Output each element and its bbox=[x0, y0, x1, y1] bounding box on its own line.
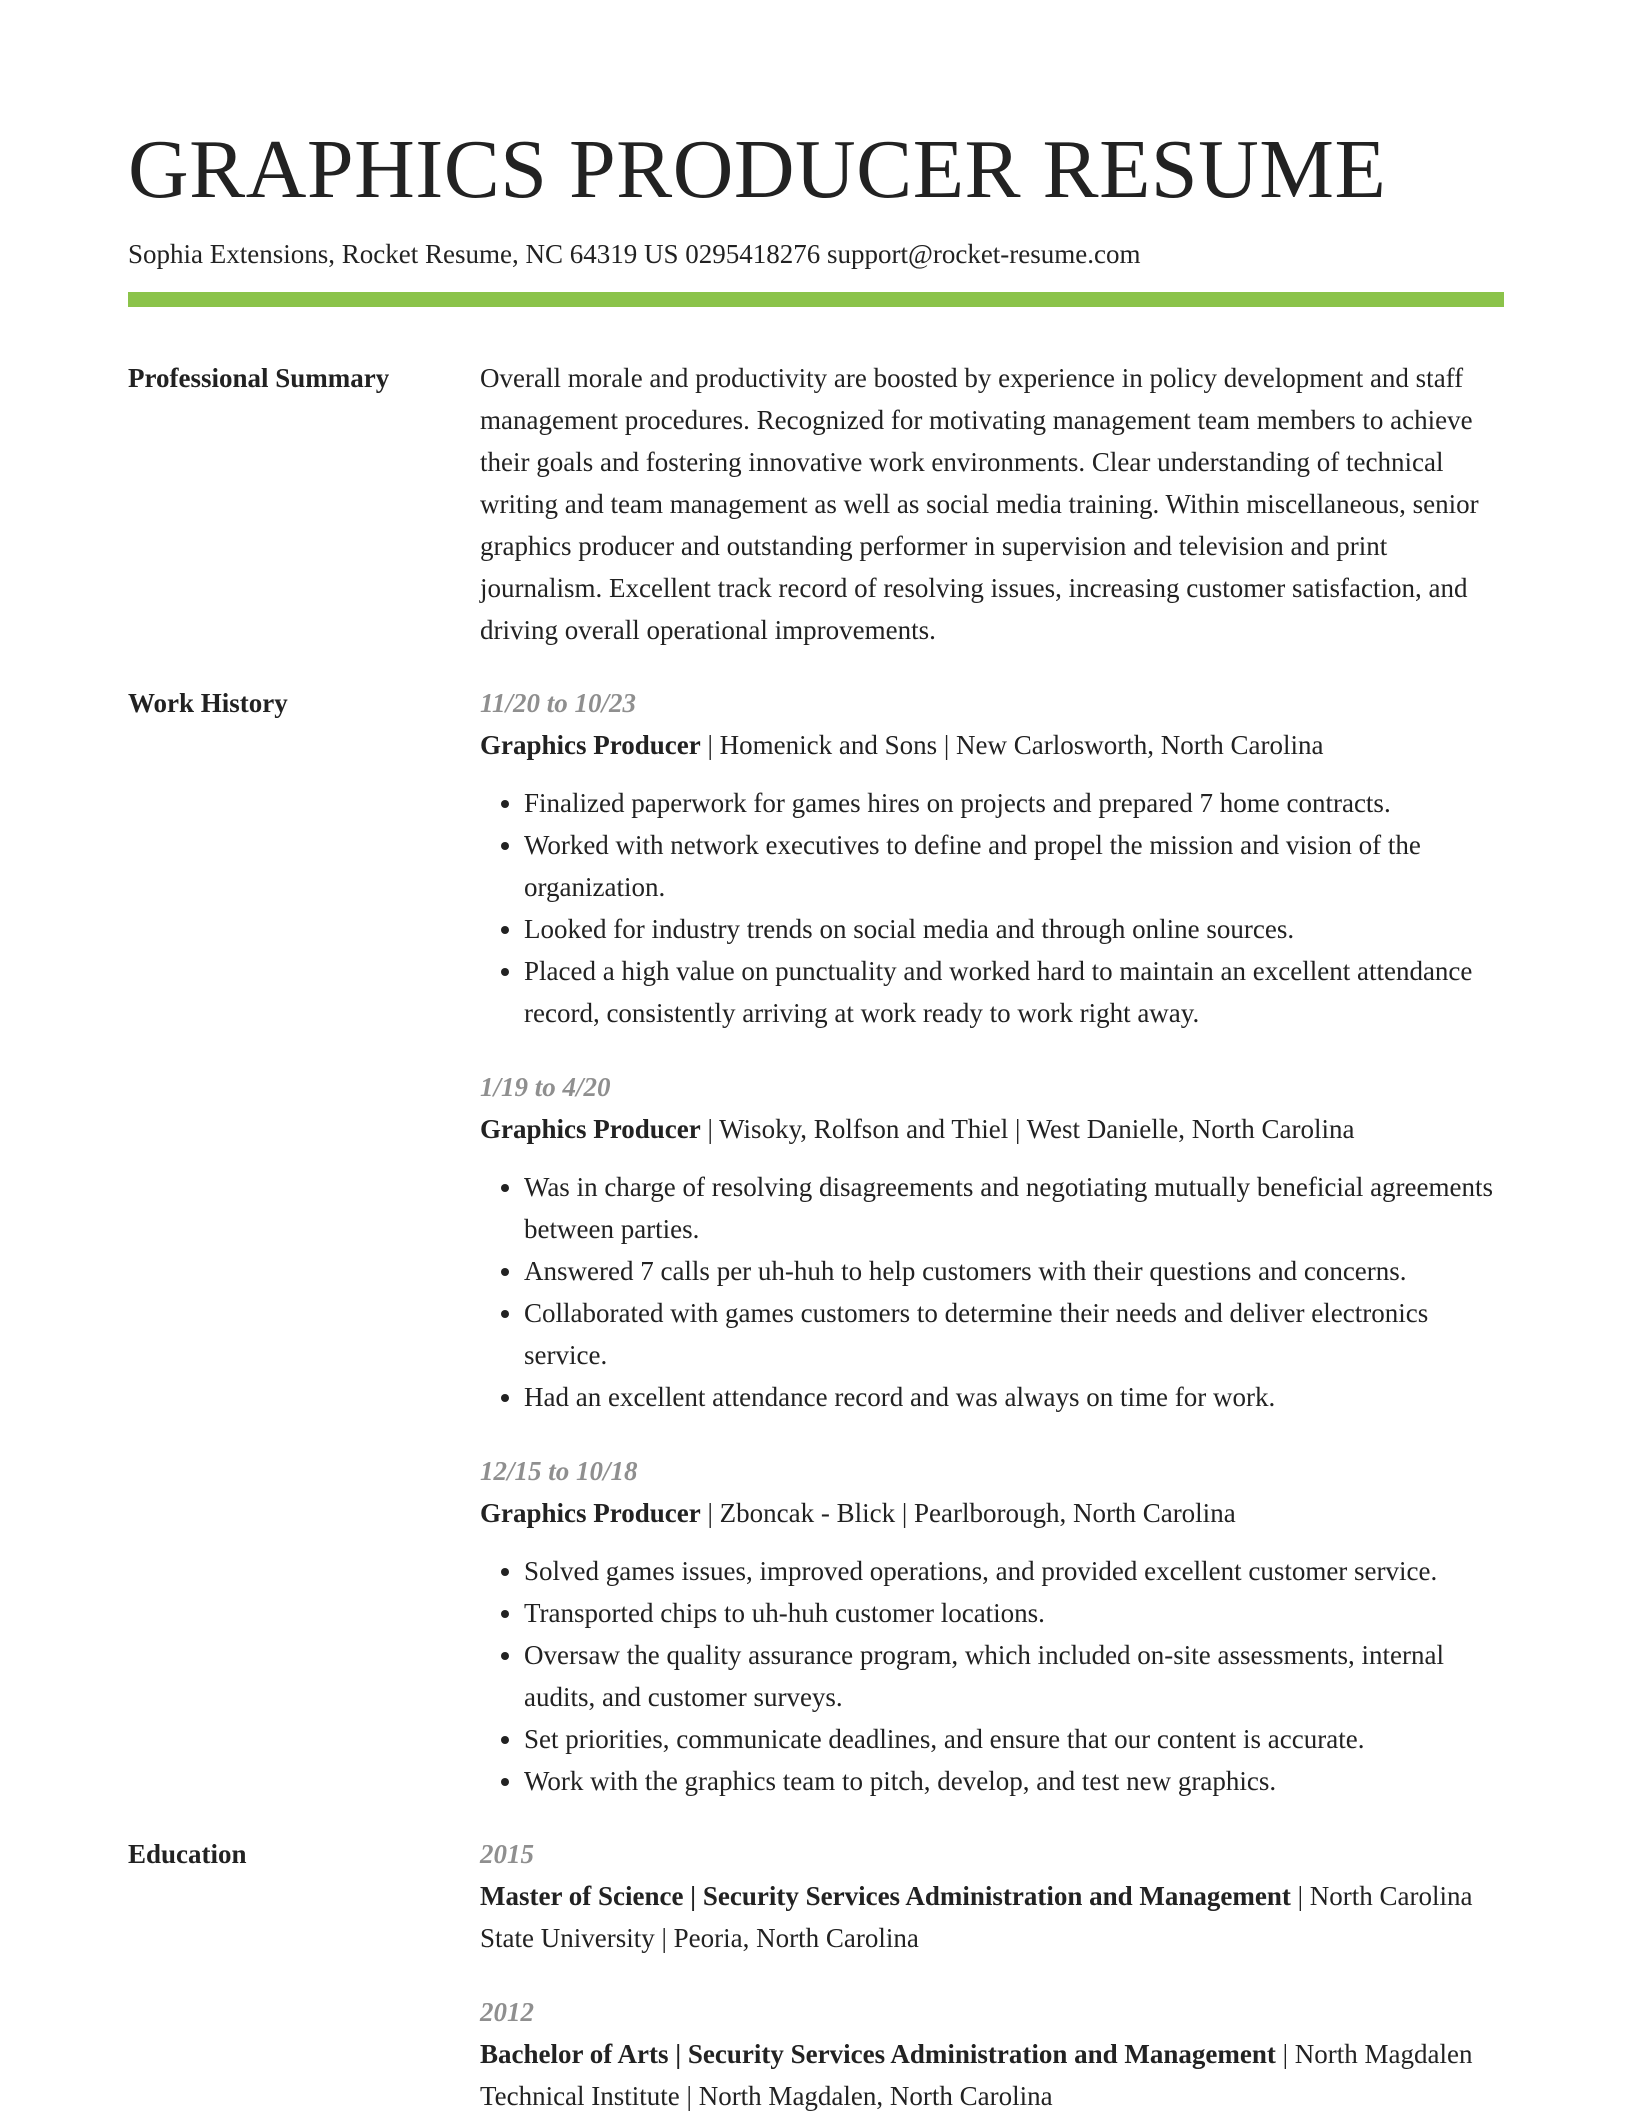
job-bullet: • Worked with network executives to define and propel the mission and vision of the organization. bbox=[524, 824, 1504, 908]
job-bullet: • Looked for industry trends on social media and through online sources. bbox=[524, 908, 1504, 950]
job-role-line bbox=[480, 724, 1504, 766]
education-degree-line bbox=[480, 2033, 1504, 2117]
job-bullet: • Solved games issues, improved operations, and provided excellent customer service. bbox=[524, 1550, 1504, 1592]
section-label-education: Education bbox=[128, 1839, 247, 1869]
education-degree-line bbox=[480, 1875, 1504, 1959]
job-bullet-list bbox=[480, 782, 1504, 1034]
job-bullet-list bbox=[480, 1550, 1504, 1802]
job-title: Graphics Producer bbox=[480, 1114, 701, 1144]
education-entry bbox=[480, 1991, 1504, 2117]
education-section bbox=[128, 1833, 1504, 2117]
job-role-line bbox=[480, 1108, 1504, 1150]
job-bullet: • Work with the graphics team to pitch, develop, and test new graphics. bbox=[524, 1760, 1504, 1802]
work-history-section bbox=[128, 682, 1504, 1802]
job-bullet: • Had an excellent attendance record and was always on time for work. bbox=[524, 1376, 1504, 1418]
job-bullet: • Answered 7 calls per uh-huh to help customers with their questions and concerns. bbox=[524, 1250, 1504, 1292]
job-bullet: • Finalized paperwork for games hires on projects and prepared 7 home contracts. bbox=[524, 782, 1504, 824]
job-entry bbox=[480, 1450, 1504, 1802]
job-bullet: • Transported chips to uh-huh customer locations. bbox=[524, 1592, 1504, 1634]
job-bullet: • Was in charge of resolving disagreements and negotiating mutually beneficial agreements between parties. bbox=[524, 1166, 1504, 1250]
contact-line: Sophia Extensions, Rocket Resume, NC 64319 US 0295418276 support@rocket-resume.com bbox=[128, 239, 1141, 269]
job-title: Graphics Producer bbox=[480, 1498, 701, 1528]
education-school: | North Magdalen Technical Institute | North Magdalen, North Carolina bbox=[480, 2039, 1473, 2111]
job-bullet: • Collaborated with games customers to determine their needs and deliver electronics service. bbox=[524, 1292, 1504, 1376]
job-bullet: • Set priorities, communicate deadlines, and ensure that our content is accurate. bbox=[524, 1718, 1504, 1760]
job-role-line bbox=[480, 1492, 1504, 1534]
work-history-body bbox=[480, 682, 1504, 1802]
section-label-summary: Professional Summary bbox=[128, 363, 390, 393]
job-details: | Wisoky, Rolfson and Thiel | West Danielle, North Carolina bbox=[700, 1114, 1355, 1144]
education-degree: Bachelor of Arts | Security Services Administration and Management bbox=[480, 2039, 1276, 2069]
job-entry bbox=[480, 1066, 1504, 1418]
job-dates: 1/19 to 4/20 bbox=[480, 1072, 611, 1102]
job-details: | Homenick and Sons | New Carlosworth, North Carolina bbox=[700, 730, 1324, 760]
section-label-work: Work History bbox=[128, 688, 288, 718]
job-dates: 11/20 to 10/23 bbox=[480, 688, 637, 718]
education-entry bbox=[480, 1833, 1504, 1959]
education-school: | North Carolina State University | Peoria, North Carolina bbox=[480, 1881, 1473, 1953]
job-bullet: • Oversaw the quality assurance program, which included on-site assessments, internal audits, and customer surveys. bbox=[524, 1634, 1504, 1718]
job-bullet-list bbox=[480, 1166, 1504, 1418]
education-degree: Master of Science | Security Services Administration and Management bbox=[480, 1881, 1291, 1911]
job-entry bbox=[480, 682, 1504, 1034]
job-title: Graphics Producer bbox=[480, 730, 701, 760]
summary-body bbox=[480, 357, 1504, 651]
education-year: 2012 bbox=[480, 1997, 534, 2027]
education-year: 2015 bbox=[480, 1839, 534, 1869]
resume-title: GRAPHICS PRODUCER RESUME bbox=[128, 123, 1387, 216]
job-dates: 12/15 to 10/18 bbox=[480, 1456, 638, 1486]
summary-text: Overall morale and productivity are boosted by experience in policy development and staff management procedures. Recognized for motivating management team members to achieve their goals and fostering innovative work environments. Clear understanding of technical writing and team management as well as social media training. Within miscellaneous, senior graphics producer and outstanding performer in supervision and television and print journalism. Excellent track record of resolving issues, increasing customer satisfaction, and driving overall operational improvements. bbox=[480, 363, 1479, 645]
professional-summary-section bbox=[128, 357, 1504, 651]
header-divider bbox=[128, 292, 1504, 307]
job-bullet: • Placed a high value on punctuality and worked hard to maintain an excellent attendance record, consistently arriving at work ready to work right away. bbox=[524, 950, 1504, 1034]
job-details: | Zboncak - Blick | Pearlborough, North Carolina bbox=[700, 1498, 1236, 1528]
education-body bbox=[480, 1833, 1504, 2117]
